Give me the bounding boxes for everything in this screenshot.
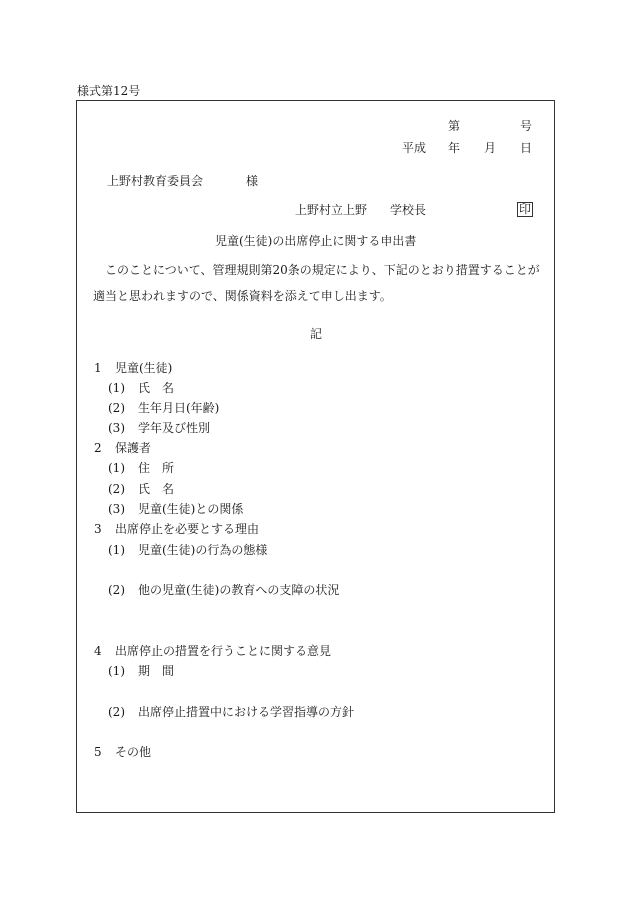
item-number: (2) bbox=[108, 482, 125, 496]
doc-number-prefix: 第 bbox=[448, 119, 461, 133]
seal-text: 印 bbox=[519, 202, 532, 216]
date-year: 年 bbox=[448, 141, 461, 155]
item-label: 児童(生徒)の行為の態様 bbox=[138, 543, 268, 557]
section-number: 4 bbox=[94, 644, 102, 658]
date-day: 日 bbox=[520, 141, 533, 155]
item-label: 学年及び性別 bbox=[138, 421, 211, 435]
section-label: その他 bbox=[115, 745, 152, 759]
section-number: 5 bbox=[94, 745, 102, 759]
item-label: 期 間 bbox=[138, 664, 175, 678]
section-label: 保護者 bbox=[115, 441, 152, 455]
item-number: (2) bbox=[108, 401, 125, 415]
ki-heading: 記 bbox=[310, 327, 323, 341]
item-label: 他の児童(生徒)の教育への支障の状況 bbox=[138, 583, 340, 597]
item-number: (1) bbox=[108, 381, 125, 395]
item-label: 氏 名 bbox=[138, 482, 175, 496]
item-number: (1) bbox=[108, 664, 125, 678]
body-paragraph: このことについて、管理規則第20条の規定により、下記のとおり措置することが適当と思われますので、関係資料を添えて申し出ます。 bbox=[93, 263, 540, 303]
sender-school: 上野村立上野 bbox=[295, 203, 368, 217]
item-number: (3) bbox=[108, 502, 125, 516]
section-number: 3 bbox=[94, 522, 102, 536]
item-label: 生年月日(年齢) bbox=[138, 401, 220, 415]
section-number: 2 bbox=[94, 441, 102, 455]
section-label: 出席停止を必要とする理由 bbox=[115, 522, 260, 536]
date-era: 平成 bbox=[402, 141, 427, 155]
section-label: 出席停止の措置を行うことに関する意見 bbox=[115, 644, 332, 658]
form-number: 様式第12号 bbox=[77, 84, 141, 98]
document-title: 児童(生徒)の出席停止に関する申出書 bbox=[215, 234, 417, 248]
item-label: 出席停止措置中における学習指導の方針 bbox=[138, 705, 355, 719]
section-number: 1 bbox=[94, 361, 102, 375]
addressee-honorific: 様 bbox=[246, 174, 259, 188]
item-number: (1) bbox=[108, 461, 125, 475]
item-number: (1) bbox=[108, 543, 125, 557]
item-number: (2) bbox=[108, 705, 125, 719]
addressee-name: 上野村教育委員会 bbox=[107, 174, 204, 188]
item-label: 児童(生徒)との関係 bbox=[138, 502, 244, 516]
item-label: 住 所 bbox=[138, 461, 175, 475]
sender-title: 学校長 bbox=[390, 203, 427, 217]
seal-mark bbox=[517, 202, 533, 217]
item-number: (2) bbox=[108, 583, 125, 597]
item-label: 氏 名 bbox=[138, 381, 175, 395]
section-label: 児童(生徒) bbox=[115, 361, 173, 375]
date-month: 月 bbox=[484, 141, 497, 155]
item-number: (3) bbox=[108, 421, 125, 435]
doc-number-suffix: 号 bbox=[520, 119, 533, 133]
